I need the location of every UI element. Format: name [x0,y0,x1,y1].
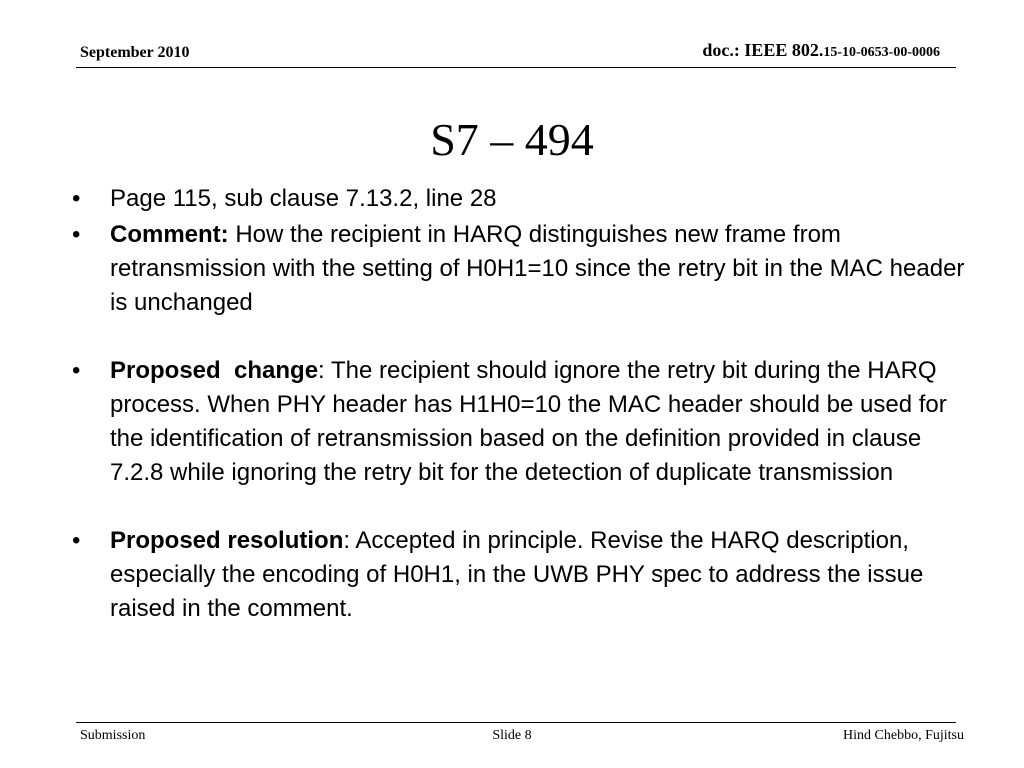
header-doc-id [702,40,940,61]
bullet-item-comment [72,218,972,320]
footer-author: Hind Chebbo, Fujitsu [843,728,964,743]
bullet-label: Proposed change [110,357,319,384]
doc-prefix: doc.: IEEE 802. [702,40,824,60]
footer-submission: Submission [80,728,146,743]
bullet-item-proposed-resolution [72,524,972,626]
bullet-text: The recipient should ignore the retry bit during the HARQ process. When PHY header has H1H0=10 the MAC header should be used for the identification of retransmission based on the definition provided in clause 7.2.8 while ignoring the retry bit for the detection of duplicate transmission [110,357,947,486]
bullet-icon: • [72,527,81,554]
bullet-item-proposed-change [72,354,972,490]
footer-divider [76,722,956,723]
bullet-icon: • [72,357,81,384]
bullet-separator: : [343,527,356,554]
bullet-icon: • [72,221,81,248]
bullet-text: How the recipient in HARQ distinguishes new frame from retransmission with the setting of H0H1=10 since the retry bit in the MAC header is unchanged [110,221,965,316]
bullet-text: Page 115, sub clause 7.13.2, line 28 [110,185,497,212]
header-divider [76,67,956,68]
footer-slide-number: Slide 8 [492,728,532,743]
bullet-label: Proposed resolution [110,527,344,554]
bullet-list [72,182,972,626]
bullet-text: Accepted in principle. Revise the HARQ description, especially the encoding of H0H1, in the UWB PHY spec to address the issue raised in the comment. [110,527,924,622]
bullet-icon: • [72,185,81,212]
header-date: September 2010 [80,44,190,61]
bullet-item-location [72,182,972,216]
bullet-label: Comment: [110,221,229,248]
bullet-separator: : [318,357,331,384]
slide-title: S7 – 494 [430,114,594,165]
doc-number: 15-10-0653-00-0006 [823,45,940,60]
